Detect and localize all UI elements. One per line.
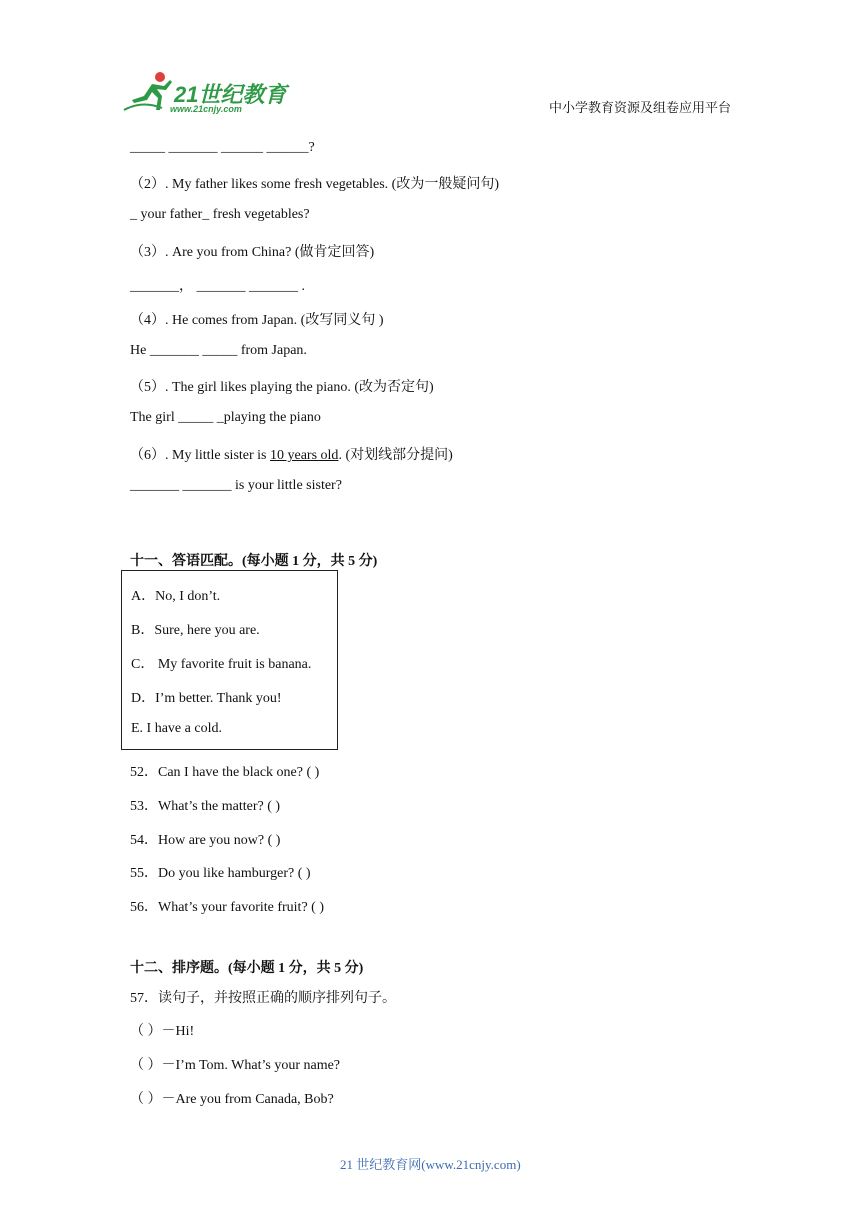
question-6-prefix: （6）. My little sister is — [130, 448, 270, 463]
option-c: C． My favorite fruit is banana. — [131, 657, 312, 672]
question-4: （4）. He comes from Japan. (改写同义句 ) — [130, 313, 384, 328]
site-logo — [122, 70, 292, 118]
logo-url: www.21cnjy.com — [170, 104, 242, 114]
answer-line-1: _____ _______ ______ ______? — [130, 140, 315, 155]
answer-2: _ your father_ fresh vegetables? — [130, 207, 310, 222]
question-6-underlined: 10 years old — [270, 448, 339, 463]
question-55: 55．Do you like hamburger? ( ) — [130, 866, 311, 881]
question-6 — [130, 444, 453, 464]
option-a: A．No, I don’t. — [131, 589, 221, 604]
footer-link[interactable]: 21 世纪教育网(www.21cnjy.com) — [340, 1157, 521, 1172]
question-6-suffix: . (对划线部分提问) — [338, 448, 453, 463]
question-2: （2）. My father likes some fresh vegetables. (改为一般疑问句) — [130, 177, 499, 192]
question-5: （5）. The girl likes playing the piano. (改为否定句) — [130, 380, 434, 395]
question-54: 54．How are you now? ( ) — [130, 833, 281, 848]
answer-4: He _______ _____ from Japan. — [130, 343, 307, 358]
answer-3: _______， _______ _______ . — [130, 279, 305, 294]
options-box — [121, 570, 338, 750]
header-platform-text: 中小学教育资源及组卷应用平台 — [549, 101, 732, 116]
order-item-2: （ ）－I’m Tom. What’s your name? — [130, 1058, 341, 1073]
order-item-1: （ ）－Hi! — [130, 1024, 195, 1039]
option-b: B．Sure, here you are. — [131, 623, 260, 638]
order-item-3: （ ）－Are you from Canada, Bob? — [130, 1092, 334, 1107]
question-3: （3）. Are you from China? (做肯定回答) — [130, 245, 375, 260]
question-56: 56．What’s your favorite fruit? ( ) — [130, 900, 324, 915]
question-52: 52．Can I have the black one? ( ) — [130, 765, 320, 780]
option-d: D．I’m better. Thank you! — [131, 691, 282, 706]
question-57-instruction: 57．读句子，并按照正确的顺序排列句子。 — [130, 991, 396, 1006]
answer-5: The girl _____ _playing the piano — [130, 410, 321, 425]
section-12-heading: 十二、排序题。(每小题 1 分，共 5 分) — [130, 961, 364, 976]
section-11-heading: 十一、答语匹配。(每小题 1 分，共 5 分) — [130, 554, 378, 569]
answer-6: _______ _______ is your little sister? — [130, 478, 342, 493]
logo-title: 21世纪教育 — [174, 82, 287, 107]
option-e: E. I have a cold. — [131, 721, 222, 736]
question-53: 53．What’s the matter? ( ) — [130, 799, 281, 814]
